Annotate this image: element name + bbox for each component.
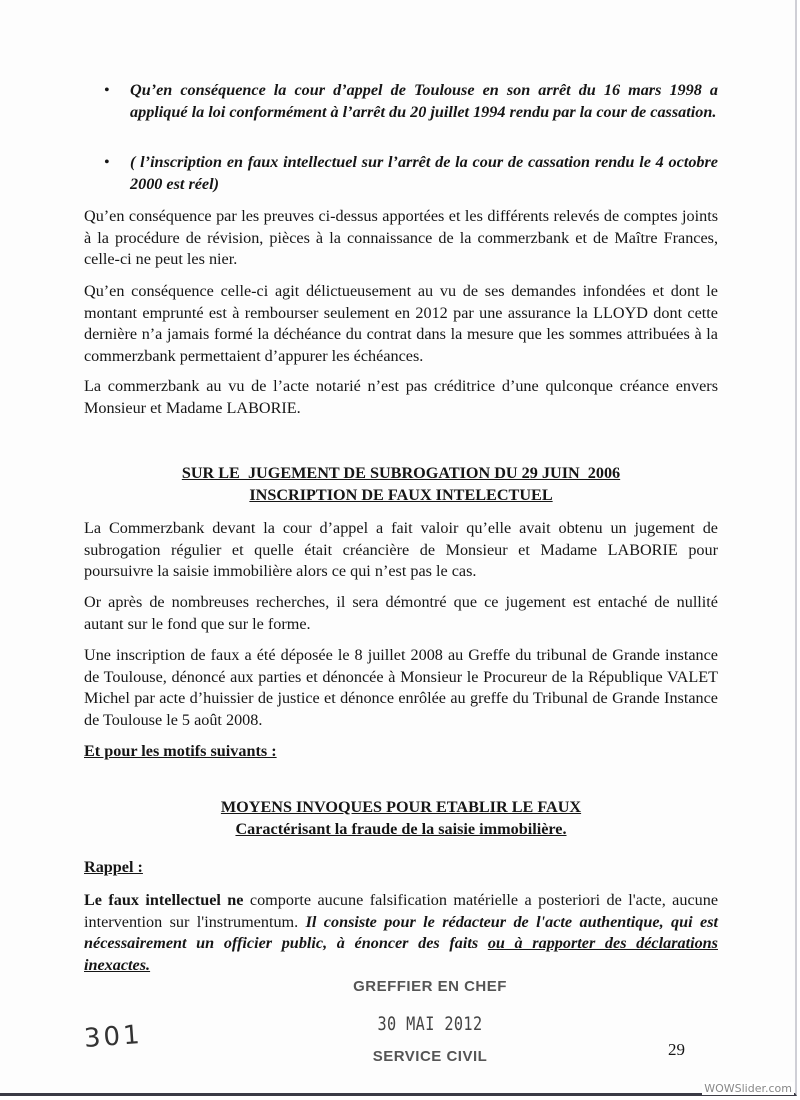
rappel-paragraph: Le faux intellectuel ne comporte aucune falsification matérielle a posteriori de l'acte, aucune intervention sur l'instrumentum. Il consiste pour le rédacteur de l'acte authentique, qui est nécessairement un officier public, à énoncer des faits ou à rapporter des déclarations inexactes.: [84, 891, 719, 974]
watermark: WOWSlider.com: [704, 1082, 792, 1095]
paragraph: Qu’en conséquence celle-ci agit délictueusement au vu de ses demandes infondées et dont le montant emprunté est à rembourser seulement en 2012 par une assurance la LLOYD dont cette dernière n’a jamais formé la déchéance du contrat dans la mesure que les sommes attribuées à la commerzbank permettaient d’appurer les échéances.: [84, 282, 718, 365]
handwritten-number: 301: [83, 1019, 144, 1055]
rappel-label: Rappel :: [84, 858, 143, 876]
stamp-title: GREFFIER EN CHEF: [353, 978, 507, 995]
bullet-icon: •: [104, 153, 110, 171]
motifs-label: Et pour les motifs suivants :: [84, 742, 277, 760]
stamp-service: SERVICE CIVIL: [372, 1048, 488, 1065]
bullet-item: • Qu’en conséquence la cour d’appel de Toulouse en son arrêt du 16 mars 1998 a appliqué la loi conformément à l’arrêt du 20 juillet 1994 rendu par la cour de cassation.: [104, 81, 718, 121]
section-subheading: Caractérisant la fraude de la saisie immobilière.: [235, 820, 567, 838]
paragraph: La commerzbank au vu de l’acte notarié n’est pas créditrice d’une qulconque créance envers Monsieur et Madame LABORIE.: [84, 377, 718, 417]
section-heading: SUR LE JUGEMENT DE SUBROGATION DU 29 JUIN 2006: [181, 464, 621, 482]
paragraph: Qu’en conséquence par les preuves ci-dessus apportées et les différents relevés de comptes joints à la procédure de révision, pièces à la connaissance de la commerzbank et de Maître Frances, celle-ci ne peut les nier.: [84, 207, 718, 268]
section-subheading: INSCRIPTION DE FAUX INTELECTUEL: [249, 486, 553, 504]
bullet-icon: •: [104, 81, 110, 99]
paragraph: Une inscription de faux a été déposée le 8 juillet 2008 au Greffe du tribunal de Grande instance de Toulouse, dénoncé aux parties et dénoncée à Monsieur le Procureur de la République VALET Michel par acte d’huissier de justice et dénonce enrôlée au greffe du Tribunal de Grande Instance de Toulouse le 5 août 2008.: [84, 646, 718, 729]
bullet-item: • ( l’inscription en faux intellectuel sur l’arrêt de la cour de cassation rendu le 4 octobre 2000 est réel): [104, 153, 718, 193]
paragraph: La Commerzbank devant la cour d’appel a fait valoir qu’elle avait obtenu un jugement de subrogation régulier et quelle était créancière de Monsieur et Madame LABORIE pour poursuivre la saisie immobilière alors ce qui n’est pas le cas.: [84, 519, 718, 580]
paragraph: Or après de nombreuses recherches, il sera démontré que ce jugement est entaché de nullité autant sur le fond que sur le forme.: [84, 593, 718, 633]
section-heading: MOYENS INVOQUES POUR ETABLIR LE FAUX: [220, 798, 582, 816]
page-number: 29: [668, 1040, 685, 1059]
stamp-date: 30 MAI 2012: [377, 1013, 483, 1035]
